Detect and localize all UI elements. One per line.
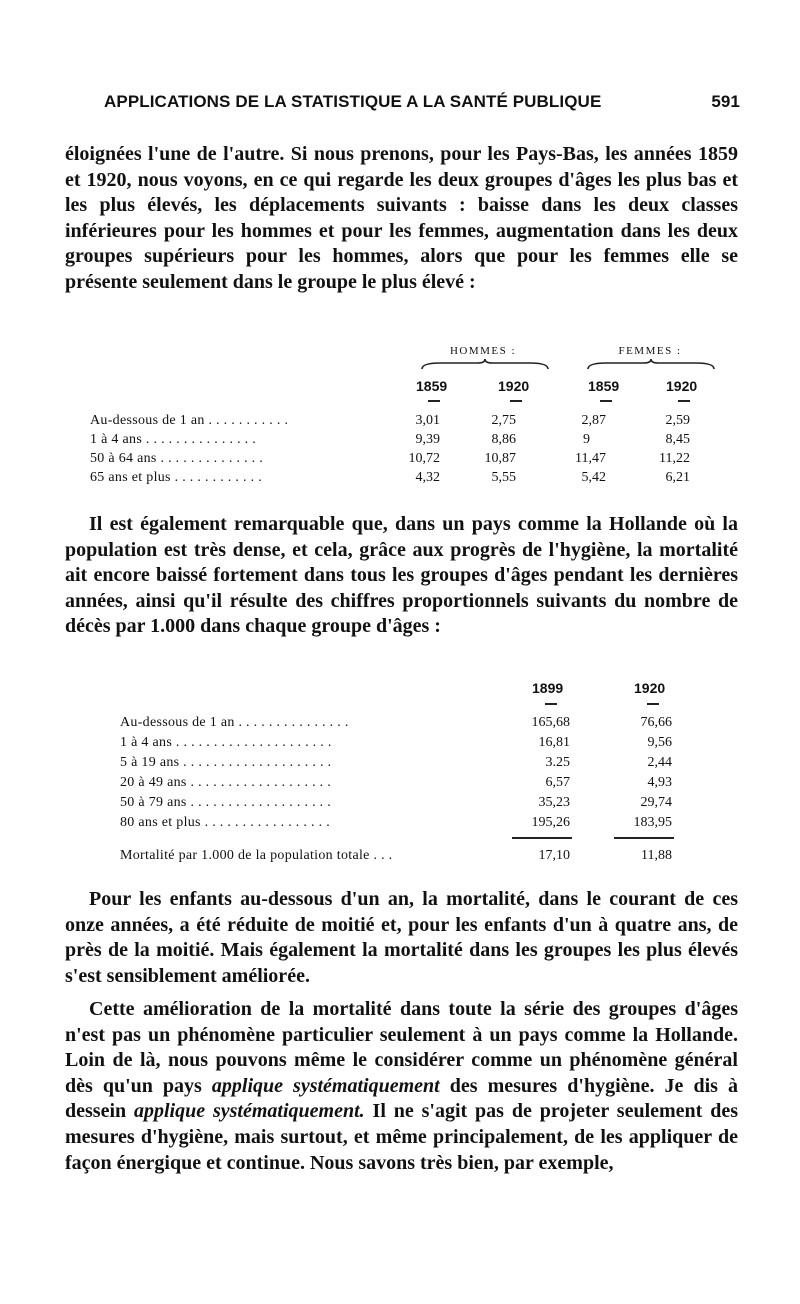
paragraph-4-text: Il ne s'agit pas de projeter seulement des mesures d'hygiène, mais surtout, et même principalement, de les appliquer de façon énergique et continue. Nous savons très bien, par exemple, — [65, 1100, 738, 1174]
value-cell: 5,42 — [581, 470, 606, 485]
brace-men — [420, 359, 550, 371]
dash — [545, 703, 557, 705]
value-cell: 2,75 — [491, 413, 516, 428]
table-men-women — [90, 345, 720, 495]
paragraph-3: Pour les enfants au-dessous d'un an, la mortalité, dans le courant de ces onze années, a été réduite de moitié et, pour les enfants d'un à quatre ans, de près de la moitié. Mais également la mortalité dans les groupes les plus élevés s'est sensiblement améliorée. — [65, 888, 738, 987]
table-total-row — [120, 848, 750, 866]
row-label: 50 à 79 ans . . . . . . . . . . . . . . . . . . . — [120, 795, 332, 810]
table-row — [120, 815, 750, 833]
value-cell: 6,57 — [545, 775, 570, 790]
value-cell: 2,59 — [665, 413, 690, 428]
paragraph-4-text: Cette amélioration de la mortalité dans toute la série des groupes d'âges n'est pas un phénomène particulier seulement à un pays comme la Hollande. Loin de là, nous pouvons même le considérer comme un phénomène général dès qu'un pays — [65, 998, 738, 1097]
emphasis-text: applique systématiquement. — [134, 1100, 365, 1123]
year-men-1920: 1920 — [498, 378, 530, 394]
page-number: 591 — [711, 92, 740, 111]
table-row — [120, 715, 750, 733]
value-cell: 11,22 — [659, 451, 690, 466]
dash — [647, 703, 659, 705]
row-label: 50 à 64 ans . . . . . . . . . . . . . . — [90, 451, 264, 466]
row-label: 1 à 4 ans . . . . . . . . . . . . . . . . . . . . . — [120, 735, 332, 750]
row-label: Au-dessous de 1 an . . . . . . . . . . . . . . . — [120, 715, 349, 730]
table-row — [120, 735, 750, 753]
value-cell: 8,45 — [665, 432, 690, 447]
total-label: Mortalité par 1.000 de la population totale . . . — [120, 848, 393, 863]
sum-rule — [512, 837, 572, 839]
value-cell: 3,01 — [415, 413, 440, 428]
total-value: 17,10 — [538, 848, 570, 863]
value-cell: 29,74 — [640, 795, 672, 810]
table-mortality-1899-1920 — [120, 680, 700, 870]
row-label: 5 à 19 ans . . . . . . . . . . . . . . . . . . . . — [120, 755, 332, 770]
total-value: 11,88 — [641, 848, 672, 863]
header-title: APPLICATIONS DE LA STATISTIQUE A LA SANTÉ PUBLIQUE — [104, 92, 602, 111]
value-cell: 4,32 — [415, 470, 440, 485]
table-row — [120, 755, 750, 773]
value-cell: 183,95 — [633, 815, 672, 830]
table-row — [120, 775, 750, 793]
year-women-1920: 1920 — [666, 378, 698, 394]
year-men-1859: 1859 — [416, 378, 448, 394]
row-label: 65 ans et plus . . . . . . . . . . . . — [90, 470, 263, 485]
paragraph-2: Il est également remarquable que, dans un pays comme la Hollande où la population est très dense, et cela, grâce aux progrès de l'hygiène, la mortalité ait encore baissé fortement dans tous les groupes d'âges pendant les dernières années, ainsi qu'il résulte des chiffres proportionnels suivants du nombre de décès par 1.000 dans chaque groupe d'âges : — [65, 513, 738, 638]
paragraph-4-text: des mesures d'hygiène. Je dis à dessein — [65, 1074, 738, 1123]
group-label-men: HOMMES : — [449, 345, 517, 357]
value-cell: 8,86 — [491, 432, 516, 447]
value-cell: 10,87 — [484, 451, 516, 466]
row-label: 20 à 49 ans . . . . . . . . . . . . . . . . . . . — [120, 775, 332, 790]
row-label: Au-dessous de 1 an . . . . . . . . . . . — [90, 413, 289, 428]
value-cell: 3.25 — [545, 755, 570, 770]
sum-rule — [614, 837, 674, 839]
year-women-1859: 1859 — [588, 378, 620, 394]
paragraph-4 — [65, 997, 738, 1176]
table-row — [90, 413, 720, 431]
table-row — [90, 451, 720, 469]
table-row — [120, 795, 750, 813]
value-cell: 2,44 — [647, 755, 672, 770]
value-cell: 6,21 — [665, 470, 690, 485]
table-row — [90, 432, 720, 450]
dash — [600, 400, 612, 402]
emphasis-text: applique systématiquement — [211, 1074, 440, 1097]
value-cell: 4,93 — [647, 775, 672, 790]
value-cell: 9,39 — [415, 432, 440, 447]
value-cell: 9 — [583, 432, 590, 447]
table-row — [90, 470, 720, 488]
row-label: 1 à 4 ans . . . . . . . . . . . . . . . — [90, 432, 257, 447]
group-label-women: FEMMES : — [618, 345, 682, 357]
brace-women — [586, 359, 716, 371]
running-header — [104, 92, 740, 112]
row-label: 80 ans et plus . . . . . . . . . . . . . . . . . — [120, 815, 331, 830]
value-cell: 5,55 — [491, 470, 516, 485]
value-cell: 195,26 — [531, 815, 570, 830]
dash — [428, 400, 440, 402]
value-cell: 165,68 — [531, 715, 570, 730]
paragraph-1: éloignées l'une de l'autre. Si nous prenons, pour les Pays-Bas, les années 1859 et 1920, nous voyons, en ce qui regarde les deux groupes d'âges les plus bas et les plus élevés, les déplacements suivants : baisse dans les deux classes inférieures pour les hommes et pour les femmes, augmentation dans les deux groupes supérieurs pour les hommes, alors que pour les femmes elle se présente seulement dans le groupe le plus élevé : — [65, 143, 738, 293]
dash — [510, 400, 522, 402]
value-cell: 11,47 — [575, 451, 606, 466]
year-1899: 1899 — [532, 680, 564, 696]
value-cell: 76,66 — [640, 715, 672, 730]
value-cell: 16,81 — [538, 735, 570, 750]
dash — [678, 400, 690, 402]
value-cell: 35,23 — [538, 795, 570, 810]
value-cell: 2,87 — [581, 413, 606, 428]
value-cell: 10,72 — [408, 451, 440, 466]
year-1920: 1920 — [634, 680, 666, 696]
value-cell: 9,56 — [647, 735, 672, 750]
